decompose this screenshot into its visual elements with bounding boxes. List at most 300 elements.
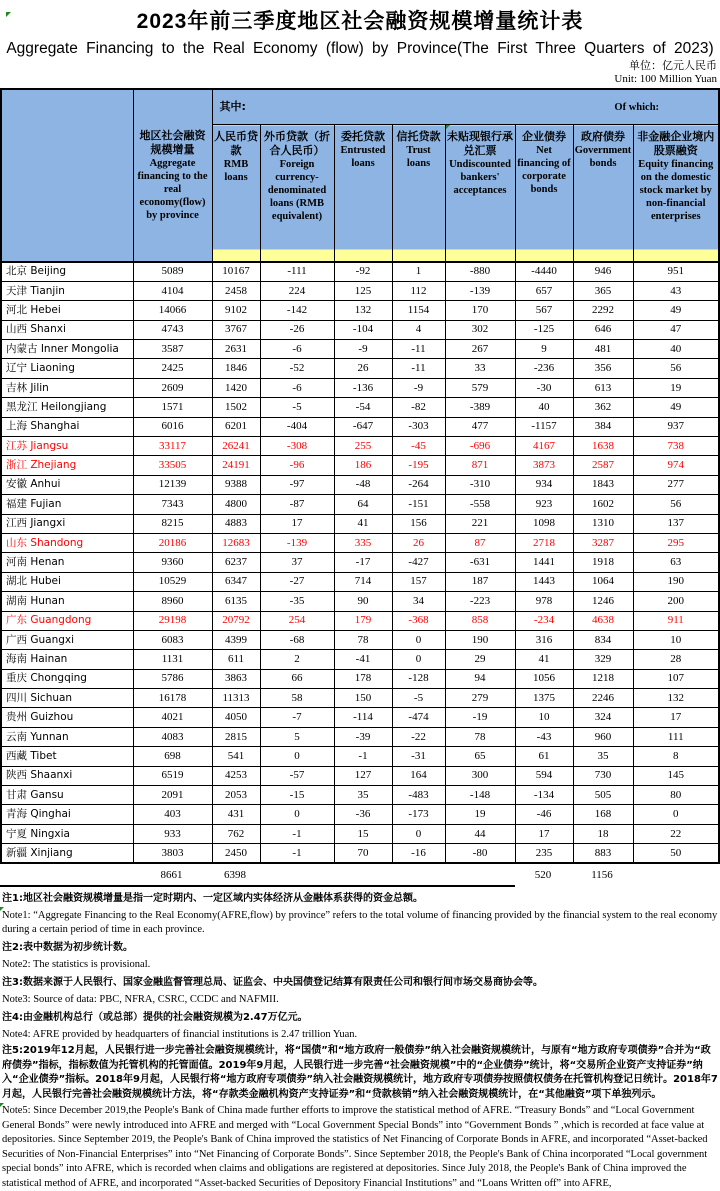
value-cell: -43 (515, 727, 573, 746)
value-cell: -427 (392, 553, 445, 572)
value-cell: -631 (445, 553, 515, 572)
value-cell: 295 (633, 533, 719, 552)
column-header-rmb-loans (212, 125, 260, 263)
value-cell: 37 (260, 553, 334, 572)
value-cell: 403 (133, 805, 212, 824)
value-cell: 6237 (212, 553, 260, 572)
province-label: 福建 Fujian (1, 495, 133, 514)
value-cell: 1918 (573, 553, 633, 572)
value-cell: 132 (334, 301, 392, 320)
value-cell: 1246 (573, 592, 633, 611)
value-cell: 49 (633, 301, 719, 320)
table-row (1, 320, 719, 339)
table-row (1, 611, 719, 630)
value-cell: 923 (515, 495, 573, 514)
value-cell: 1218 (573, 669, 633, 688)
value-cell: 934 (515, 475, 573, 494)
value-cell: -36 (334, 805, 392, 824)
value-cell: 762 (212, 824, 260, 843)
value-cell: 7343 (133, 495, 212, 514)
value-cell: 87 (445, 533, 515, 552)
column-header-entrusted-loans (334, 125, 392, 263)
value-cell: -11 (392, 359, 445, 378)
value-cell: 1154 (392, 301, 445, 320)
province-label: 河北 Hebei (1, 301, 133, 320)
value-cell: 3587 (133, 340, 212, 359)
value-cell: 80 (633, 786, 719, 805)
table-row (1, 437, 719, 456)
value-cell: 329 (573, 650, 633, 669)
value-cell: 384 (573, 417, 633, 436)
unit-label-cn: 单位：亿元人民币 (629, 60, 717, 72)
value-cell: 1502 (212, 398, 260, 417)
value-cell: 1098 (515, 514, 573, 533)
value-cell: -31 (392, 747, 445, 766)
value-cell: 2292 (573, 301, 633, 320)
province-label: 浙江 Zhejiang (1, 456, 133, 475)
value-cell: -87 (260, 495, 334, 514)
value-cell: -1157 (515, 417, 573, 436)
province-label: 江西 Jiangxi (1, 514, 133, 533)
column-header-foreign-currency-loans (260, 125, 334, 263)
value-cell: -26 (260, 320, 334, 339)
value-cell: 56 (633, 359, 719, 378)
value-cell: 47 (633, 320, 719, 339)
value-cell: 224 (260, 281, 334, 300)
value-cell: -7 (260, 708, 334, 727)
value-cell: -6 (260, 378, 334, 397)
value-cell: -54 (334, 398, 392, 417)
value-cell: 4083 (133, 727, 212, 746)
notes (2, 888, 720, 1191)
table-row (1, 456, 719, 475)
value-cell: -27 (260, 572, 334, 591)
value-cell: 10 (633, 630, 719, 649)
column-header-zh: 企业债券 (522, 130, 566, 143)
value-cell: 431 (212, 805, 260, 824)
value-cell: 277 (633, 475, 719, 494)
value-cell: 58 (260, 689, 334, 708)
province-label: 吉林 Jilin (1, 378, 133, 397)
column-header-trust-loans (392, 125, 445, 263)
value-cell: -82 (392, 398, 445, 417)
value-cell: 2450 (212, 844, 260, 863)
value-cell: 34 (392, 592, 445, 611)
value-cell: 41 (334, 514, 392, 533)
value-cell: -97 (260, 475, 334, 494)
province-label: 江苏 Jiangsu (1, 437, 133, 456)
value-cell: 951 (633, 262, 719, 281)
value-cell: 28 (633, 650, 719, 669)
province-label: 天津 Tianjin (1, 281, 133, 300)
value-cell: -104 (334, 320, 392, 339)
province-label: 甘肃 Gansu (1, 786, 133, 805)
page-title: 2023年前三季度地区社会融资规模增量统计表 (136, 10, 584, 33)
province-label: 河南 Henan (1, 553, 133, 572)
column-header-undiscounted-acceptances (445, 125, 515, 263)
value-cell: 145 (633, 766, 719, 785)
value-cell: 4021 (133, 708, 212, 727)
value-cell: -308 (260, 437, 334, 456)
province-label: 山东 Shandong (1, 533, 133, 552)
value-cell: 4743 (133, 320, 212, 339)
note-line: Note3: Source of data: PBC, NFRA, CSRC, CCDC and NAFMII. (2, 994, 279, 1006)
unit-label-en: Unit: 100 Million Yuan (614, 73, 717, 85)
value-cell: -5 (260, 398, 334, 417)
value-cell: -92 (334, 262, 392, 281)
column-header-en: Foreign currency-denominated loans (RMB equivalent) (267, 159, 327, 222)
value-cell: -111 (260, 262, 334, 281)
value-cell: 33 (445, 359, 515, 378)
value-cell: 1056 (515, 669, 573, 688)
value-cell: 4253 (212, 766, 260, 785)
value-cell: 2458 (212, 281, 260, 300)
table-row (1, 514, 719, 533)
value-cell: -57 (260, 766, 334, 785)
value-cell: 4 (392, 320, 445, 339)
value-cell: 8 (633, 747, 719, 766)
value-cell: 3287 (573, 533, 633, 552)
value-cell: 2718 (515, 533, 573, 552)
value-cell: 1638 (573, 437, 633, 456)
value-cell: 316 (515, 630, 573, 649)
value-cell: -19 (445, 708, 515, 727)
value-cell: 19 (445, 805, 515, 824)
value-cell: 190 (633, 572, 719, 591)
value-cell: -80 (445, 844, 515, 863)
table-row (1, 844, 719, 863)
value-cell: -9 (392, 378, 445, 397)
value-cell: 0 (392, 630, 445, 649)
value-cell: 1310 (573, 514, 633, 533)
value-cell: 15 (334, 824, 392, 843)
province-label: 内蒙古 Inner Mongolia (1, 340, 133, 359)
column-header-en: Entrusted loans (340, 145, 386, 169)
value-cell: 0 (392, 650, 445, 669)
value-cell: -310 (445, 475, 515, 494)
table-row (1, 650, 719, 669)
value-cell: -35 (260, 592, 334, 611)
value-cell: 9388 (212, 475, 260, 494)
value-cell: 170 (445, 301, 515, 320)
value-cell: 698 (133, 747, 212, 766)
table-row (1, 630, 719, 649)
value-cell: 302 (445, 320, 515, 339)
value-cell: 5089 (133, 262, 212, 281)
value-cell: -52 (260, 359, 334, 378)
value-cell: -4440 (515, 262, 573, 281)
province-label: 上海 Shanghai (1, 417, 133, 436)
value-cell: 35 (334, 786, 392, 805)
value-cell: -195 (392, 456, 445, 475)
value-cell: 150 (334, 689, 392, 708)
column-header-aggregate (133, 89, 212, 262)
value-cell: 5786 (133, 669, 212, 688)
value-cell: 40 (633, 340, 719, 359)
value-cell: 16178 (133, 689, 212, 708)
province-label: 云南 Yunnan (1, 727, 133, 746)
value-cell: 1443 (515, 572, 573, 591)
value-cell: 22 (633, 824, 719, 843)
column-header-zh: 信托贷款 (396, 130, 441, 143)
value-cell: 477 (445, 417, 515, 436)
province-label: 广东 Guangdong (1, 611, 133, 630)
value-cell: 20186 (133, 533, 212, 552)
value-cell: -17 (334, 553, 392, 572)
value-cell: -880 (445, 262, 515, 281)
column-header-zh: 未贴现银行承兑汇票 (447, 130, 513, 157)
table-row (1, 553, 719, 572)
note-line: Note1: “Aggregate Financing to the Real Economy(AFRE,flow) by province” refers to the total volume of financing provided by the financial system to the real economy during a certain period of time in each province. (2, 906, 720, 937)
value-cell: -96 (260, 456, 334, 475)
value-cell: 2609 (133, 378, 212, 397)
value-cell: -234 (515, 611, 573, 630)
note-line: 注4:由金融机构总行（或总部）提供的社会融资规模为2.47万亿元。 (2, 1012, 308, 1024)
value-cell: 0 (260, 747, 334, 766)
value-cell: 0 (633, 805, 719, 824)
value-cell: 267 (445, 340, 515, 359)
value-cell: -128 (392, 669, 445, 688)
value-cell: 1602 (573, 495, 633, 514)
value-cell: 4883 (212, 514, 260, 533)
province-label: 山西 Shanxi (1, 320, 133, 339)
value-cell: 10529 (133, 572, 212, 591)
totals-row (0, 864, 720, 885)
value-cell: 9102 (212, 301, 260, 320)
table-row (1, 533, 719, 552)
value-cell: -558 (445, 495, 515, 514)
value-cell: 29 (445, 650, 515, 669)
value-cell: -1 (260, 824, 334, 843)
value-cell: -45 (392, 437, 445, 456)
table-row (1, 340, 719, 359)
value-cell: 137 (633, 514, 719, 533)
province-label: 黑龙江 Heilongjiang (1, 398, 133, 417)
value-cell: 1 (392, 262, 445, 281)
value-cell: 157 (392, 572, 445, 591)
column-header-en: Trust loans (406, 145, 431, 169)
page-subtitle: Aggregate Financing to the Real Economy (flow) by Province(The First Three Quarters of 2023) (6, 40, 714, 57)
total-cell: 8661 (160, 868, 183, 881)
value-cell: 579 (445, 378, 515, 397)
total-cell: 520 (534, 868, 552, 881)
table-row (1, 708, 719, 727)
value-cell: -5 (392, 689, 445, 708)
value-cell: -136 (334, 378, 392, 397)
value-cell: 156 (392, 514, 445, 533)
value-cell: 1375 (515, 689, 573, 708)
value-cell: 255 (334, 437, 392, 456)
excel-flag-icon (6, 12, 11, 17)
value-cell: 19 (633, 378, 719, 397)
value-cell: 2425 (133, 359, 212, 378)
value-cell: 49 (633, 398, 719, 417)
value-cell: -22 (392, 727, 445, 746)
value-cell: -303 (392, 417, 445, 436)
table-row (1, 824, 719, 843)
value-cell: 40 (515, 398, 573, 417)
value-cell: 834 (573, 630, 633, 649)
value-cell: 10 (515, 708, 573, 727)
table-row (1, 689, 719, 708)
value-cell: -1 (334, 747, 392, 766)
value-cell: -142 (260, 301, 334, 320)
value-cell: 33117 (133, 437, 212, 456)
province-label: 辽宁 Liaoning (1, 359, 133, 378)
value-cell: 4167 (515, 437, 573, 456)
value-cell: 978 (515, 592, 573, 611)
province-label: 北京 Beijing (1, 262, 133, 281)
province-label: 陕西 Shaanxi (1, 766, 133, 785)
value-cell: 70 (334, 844, 392, 863)
totals-underline (0, 885, 515, 887)
province-label: 新疆 Xinjiang (1, 844, 133, 863)
value-cell: 26 (392, 533, 445, 552)
value-cell: -148 (445, 786, 515, 805)
value-cell: 78 (334, 630, 392, 649)
table-row (1, 572, 719, 591)
value-cell: 3767 (212, 320, 260, 339)
value-cell: 78 (445, 727, 515, 746)
value-cell: 44 (445, 824, 515, 843)
value-cell: 43 (633, 281, 719, 300)
value-cell: 6083 (133, 630, 212, 649)
value-cell: 911 (633, 611, 719, 630)
table-body (1, 262, 719, 863)
value-cell: 18 (573, 824, 633, 843)
value-cell: 6519 (133, 766, 212, 785)
value-cell: 2246 (573, 689, 633, 708)
value-cell: 2631 (212, 340, 260, 359)
value-cell: -223 (445, 592, 515, 611)
value-cell: 26 (334, 359, 392, 378)
table-row (1, 417, 719, 436)
value-cell: 613 (573, 378, 633, 397)
excel-flag-icon (0, 907, 4, 911)
value-cell: -368 (392, 611, 445, 630)
value-cell: 10167 (212, 262, 260, 281)
value-cell: 4050 (212, 708, 260, 727)
province-label: 西藏 Tibet (1, 747, 133, 766)
column-header-zh: 非金融企业境内股票融资 (637, 130, 715, 157)
value-cell: -1 (260, 844, 334, 863)
table-row (1, 727, 719, 746)
column-header-zh: 外币贷款（折合人民币） (264, 130, 330, 157)
value-cell: -139 (445, 281, 515, 300)
total-cell: 1156 (591, 868, 613, 881)
note-line: Note2: The statistics is provisional. (2, 959, 151, 971)
value-cell: 90 (334, 592, 392, 611)
column-header-en: Equity financing on the domestic stock market by non-financial enterprises (638, 159, 714, 222)
value-cell: 6016 (133, 417, 212, 436)
value-cell: 2815 (212, 727, 260, 746)
table-row (1, 378, 719, 397)
value-cell: 657 (515, 281, 573, 300)
value-cell: 56 (633, 495, 719, 514)
note-line: Note4: AFRE provided by headquarters of financial institutions is 2.47 trillion Yuan. (2, 1029, 358, 1041)
value-cell: -11 (392, 340, 445, 359)
value-cell: 0 (260, 805, 334, 824)
value-cell: -236 (515, 359, 573, 378)
corner-cell (1, 89, 133, 262)
value-cell: 8215 (133, 514, 212, 533)
province-label: 四川 Sichuan (1, 689, 133, 708)
value-cell: 12683 (212, 533, 260, 552)
value-cell: 26241 (212, 437, 260, 456)
value-cell: 6135 (212, 592, 260, 611)
column-header-en: Undiscounted bankers' acceptances (449, 159, 511, 196)
value-cell: 1064 (573, 572, 633, 591)
province-label: 青海 Qinghai (1, 805, 133, 824)
province-label: 宁夏 Ningxia (1, 824, 133, 843)
value-cell: 2587 (573, 456, 633, 475)
value-cell: 567 (515, 301, 573, 320)
value-cell: 611 (212, 650, 260, 669)
value-cell: -48 (334, 475, 392, 494)
value-cell: 178 (334, 669, 392, 688)
value-cell: 64 (334, 495, 392, 514)
value-cell: 17 (260, 514, 334, 533)
value-cell: 871 (445, 456, 515, 475)
value-cell: 594 (515, 766, 573, 785)
value-cell: -39 (334, 727, 392, 746)
column-header-en: RMB loans (223, 159, 249, 183)
table-row (1, 747, 719, 766)
value-cell: -46 (515, 805, 573, 824)
value-cell: 365 (573, 281, 633, 300)
column-header-aggregate-zh: 地区社会融资规模增量 (139, 129, 206, 156)
value-cell: 2 (260, 650, 334, 669)
value-cell: 112 (392, 281, 445, 300)
value-cell: 279 (445, 689, 515, 708)
province-label: 重庆 Chongqing (1, 669, 133, 688)
value-cell: 221 (445, 514, 515, 533)
value-cell: 61 (515, 747, 573, 766)
value-cell: -139 (260, 533, 334, 552)
value-cell: 356 (573, 359, 633, 378)
value-cell: 164 (392, 766, 445, 785)
province-label: 湖南 Hunan (1, 592, 133, 611)
value-cell: 4638 (573, 611, 633, 630)
value-cell: 24191 (212, 456, 260, 475)
value-cell: 132 (633, 689, 719, 708)
table-row (1, 262, 719, 281)
value-cell: 14066 (133, 301, 212, 320)
column-header-en: Net financing of corporate bonds (517, 145, 571, 195)
value-cell: 6347 (212, 572, 260, 591)
value-cell: 730 (573, 766, 633, 785)
column-header-zh: 委托贷款 (341, 130, 385, 143)
value-cell: 738 (633, 437, 719, 456)
of-which-label-zh: 其中: (219, 100, 246, 113)
value-cell: -483 (392, 786, 445, 805)
of-which-header (212, 89, 719, 125)
value-cell: -647 (334, 417, 392, 436)
column-header-corporate-bonds (515, 125, 573, 263)
column-header-equity-financing (633, 125, 719, 263)
table-row (1, 475, 719, 494)
table-row (1, 669, 719, 688)
value-cell: 111 (633, 727, 719, 746)
value-cell: 0 (392, 824, 445, 843)
value-cell: 12139 (133, 475, 212, 494)
value-cell: -134 (515, 786, 573, 805)
excel-flag-icon (0, 1103, 4, 1107)
value-cell: 17 (515, 824, 573, 843)
value-cell: 33505 (133, 456, 212, 475)
column-header-government-bonds (573, 125, 633, 263)
value-cell: 35 (573, 747, 633, 766)
